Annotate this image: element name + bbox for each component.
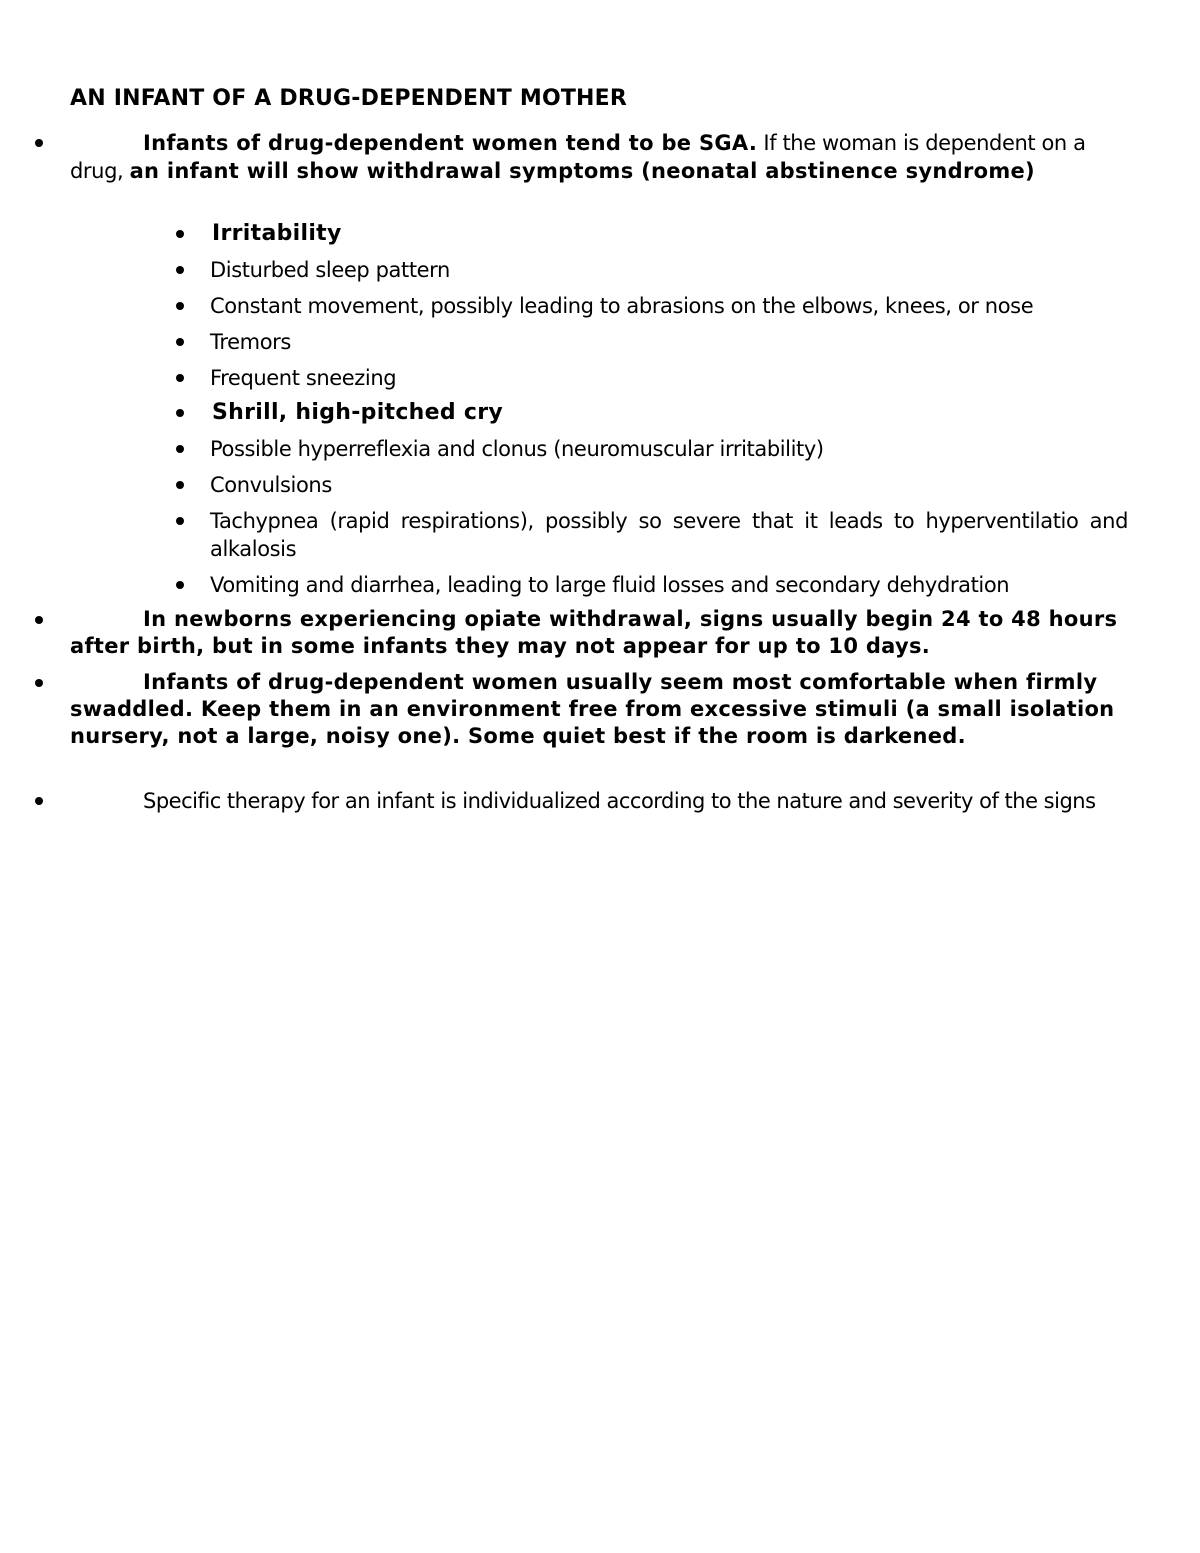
bullet-icon [35, 679, 43, 687]
symptom-item: Tachypnea (rapid respirations), possibly so severe that it leads to hyperventilatio and alkalosis [210, 509, 1128, 561]
bullet-icon [176, 302, 184, 310]
bullet-icon [176, 517, 184, 525]
bullet-icon [176, 230, 184, 238]
bullet-icon [176, 481, 184, 489]
symptom-item: Irritability [212, 221, 342, 246]
paragraph-4: Specific therapy for an infant is individualized according to the nature and severity of the signs [143, 789, 1096, 813]
paragraph-2: In newborns experiencing opiate withdrawal, signs usually begin 24 to 48 hours after birth, but in some infants they may not appear for up to 10 days. [70, 607, 1118, 658]
bullet-icon [176, 266, 184, 274]
symptom-item: Vomiting and diarrhea, leading to large fluid losses and secondary dehydration [210, 573, 1010, 597]
document-title: AN INFANT OF A DRUG-DEPENDENT MOTHER [70, 86, 628, 111]
bullet-icon [176, 409, 184, 417]
bullet-icon [35, 139, 43, 147]
bullet-icon [176, 338, 184, 346]
symptom-item: Convulsions [210, 473, 332, 497]
bullet-icon [35, 797, 43, 805]
paragraph-1-normal: If the woman is dependent on a drug, [70, 131, 1086, 183]
symptom-item: Disturbed sleep pattern [210, 258, 450, 282]
symptom-item: Tremors [210, 330, 291, 354]
paragraph-1 [70, 129, 1135, 185]
symptom-item: Frequent sneezing [210, 366, 397, 390]
bullet-icon [176, 374, 184, 382]
bullet-icon [35, 616, 43, 624]
symptom-item: Possible hyperreflexia and clonus (neuromuscular irritability) [210, 437, 824, 461]
paragraph-1-bold-start: Infants of drug-dependent women tend to be SGA. [143, 131, 758, 155]
paragraph-3: Infants of drug-dependent women usually seem most comfortable when firmly swaddled. Keep them in an environment free from excessive stimuli (a small isolation nursery, not a large, noisy one). Some quiet best if the room is darkened. [70, 670, 1115, 748]
symptom-item: Shrill, high-pitched cry [212, 400, 504, 425]
bullet-icon [176, 581, 184, 589]
paragraph-1-bold-end: an infant will show withdrawal symptoms (neonatal abstinence syndrome) [129, 159, 1035, 183]
bullet-icon [176, 445, 184, 453]
symptom-item: Constant movement, possibly leading to abrasions on the elbows, knees, or nose [210, 294, 1034, 318]
